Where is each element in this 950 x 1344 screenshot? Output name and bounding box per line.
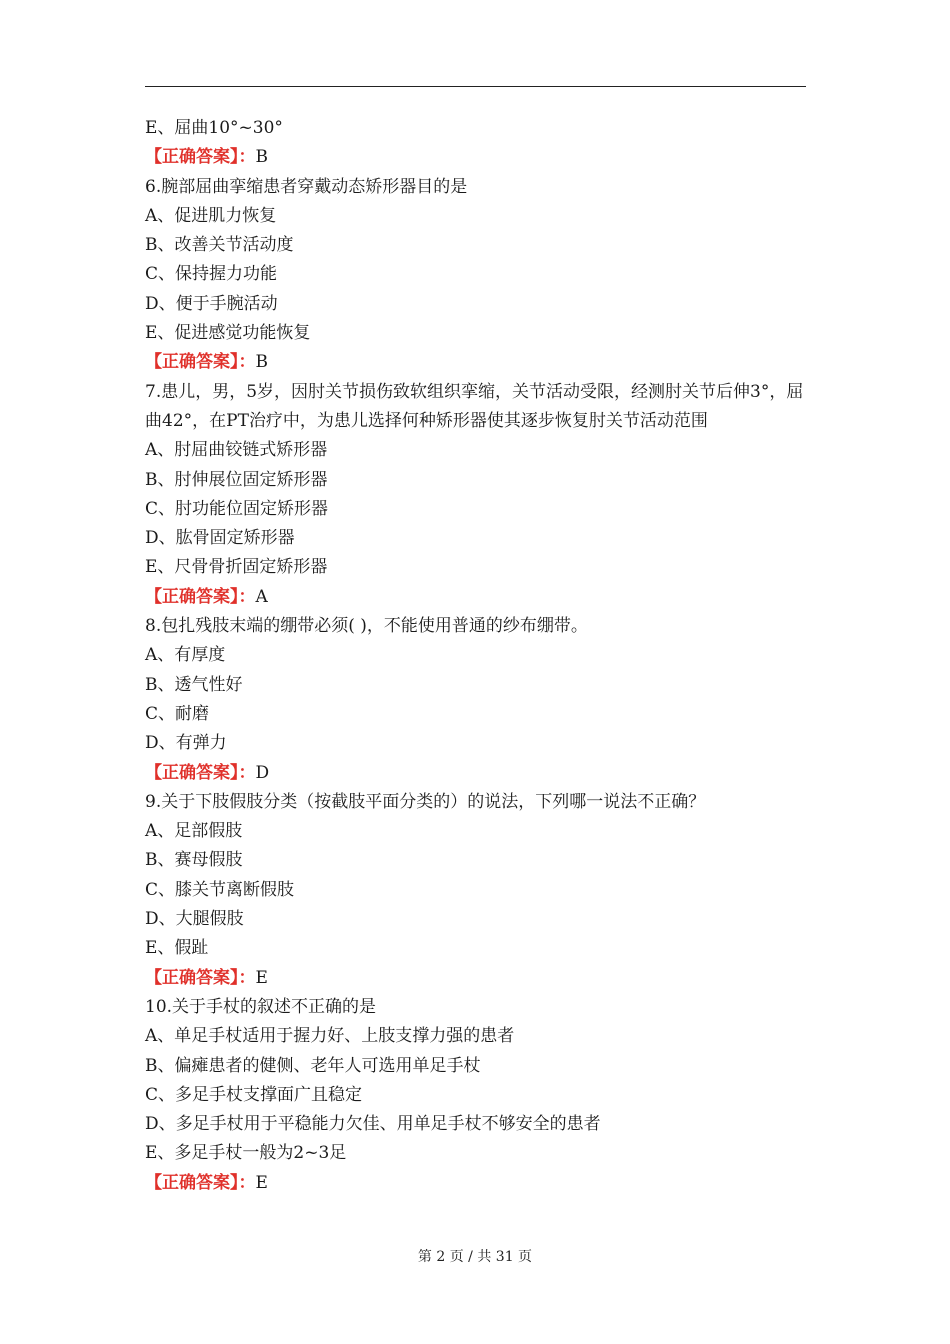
answer-line — [145, 759, 810, 788]
option-b: B、透气性好 — [145, 674, 243, 695]
option-a: A、促进肌力恢复 — [145, 205, 277, 226]
question-block — [145, 173, 810, 378]
option-a: A、肘屈曲铰链式矫形器 — [145, 440, 328, 461]
option-c: C、肘功能位固定矫形器 — [145, 498, 329, 519]
option-c: C、耐磨 — [145, 703, 210, 724]
option-e: E、假趾 — [145, 938, 209, 959]
answer-label: 【正确答案】： — [145, 967, 256, 988]
option-a: A、有厚度 — [145, 645, 226, 666]
answer-value: B — [255, 352, 268, 373]
answer-label: 【正确答案】： — [145, 1172, 256, 1193]
option-d: D、有弹力 — [145, 733, 227, 754]
answer-value: E — [255, 967, 268, 988]
answer-label: 【正确答案】： — [145, 586, 256, 607]
answer-line — [145, 964, 810, 993]
question-block — [145, 612, 810, 788]
question-text: 7.患儿，男，5岁，因肘关节损伤致软组织挛缩，关节活动受限，经测肘关节后伸3°，屈曲42°，在PT治疗中，为患儿选择何种矫形器使其逐步恢复肘关节活动范围 — [145, 381, 804, 431]
option-b: B、赛母假肢 — [145, 850, 243, 871]
answer-line — [145, 348, 810, 377]
option-b: B、改善关节活动度 — [145, 235, 294, 256]
option-d: D、便于手腕活动 — [145, 293, 278, 314]
option-b: B、肘伸展位固定矫形器 — [145, 469, 328, 490]
option-e: E、屈曲10°~30° — [145, 118, 283, 138]
option-d: D、肱骨固定矫形器 — [145, 528, 295, 549]
answer-label: 【正确答案】： — [145, 147, 256, 168]
option-d: D、多足手杖用于平稳能力欠佳、用单足手杖不够安全的患者 — [145, 1114, 601, 1135]
question-block — [145, 788, 810, 993]
question-text: 10.关于手杖的叙述不正确的是 — [145, 996, 377, 1017]
answer-line — [145, 143, 810, 172]
option-d: D、大腿假肢 — [145, 909, 244, 930]
option-e: E、促进感觉功能恢复 — [145, 323, 311, 344]
option-c: C、膝关节离断假肢 — [145, 879, 295, 900]
option-a: A、足部假肢 — [145, 821, 243, 842]
option-e: E、多足手杖一般为2~3足 — [145, 1143, 347, 1164]
option-b: B、偏瘫患者的健侧、老年人可选用单足手杖 — [145, 1055, 481, 1076]
option-c: C、多足手杖支撑面广且稳定 — [145, 1084, 363, 1105]
question-block — [145, 993, 810, 1198]
page-footer: 第 2 页 / 共 31 页 — [417, 1249, 533, 1265]
answer-label: 【正确答案】： — [145, 352, 256, 373]
question-block — [145, 378, 810, 612]
answer-value: B — [255, 147, 268, 168]
answer-value: A — [255, 586, 268, 607]
question-text: 6.腕部屈曲挛缩患者穿戴动态矫形器目的是 — [145, 176, 468, 197]
option-c: C、保持握力功能 — [145, 264, 278, 285]
option-e: E、尺骨骨折固定矫形器 — [145, 557, 328, 578]
option-a: A、单足手杖适用于握力好、上肢支撑力强的患者 — [145, 1026, 515, 1047]
question-content — [145, 114, 810, 1198]
answer-value: D — [255, 762, 270, 783]
answer-value: E — [255, 1172, 268, 1193]
answer-line — [145, 583, 810, 612]
answer-line — [145, 1169, 810, 1198]
question-text: 9.关于下肢假肢分类（按截肢平面分类的）的说法，下列哪一说法不正确？ — [145, 791, 706, 812]
question-text: 8.包扎残肢末端的绷带必须( )，不能使用普通的纱布绷带。 — [145, 616, 588, 637]
answer-label: 【正确答案】： — [145, 762, 256, 783]
header-rule — [145, 86, 806, 87]
